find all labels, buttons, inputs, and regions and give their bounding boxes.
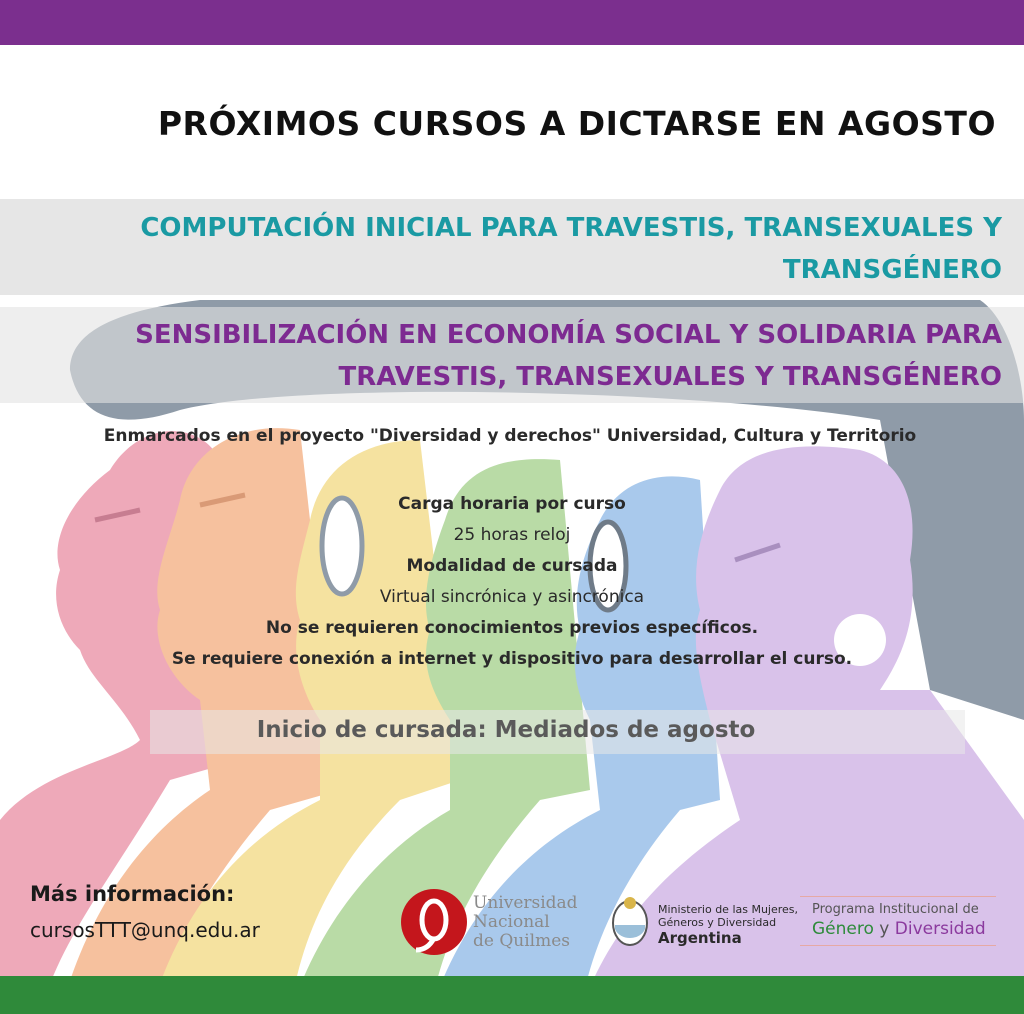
unq-line: de Quilmes [473,931,571,951]
program-word-diversidad: Diversidad [894,919,986,939]
mode-value: Virtual sincrónica y asincrónica [379,587,645,607]
course-title-2 [135,314,1002,398]
unq-logo-text [473,894,578,951]
project-framing: Enmarcados en el proyecto "Diversidad y derechos" Universidad, Cultura y Territorio [103,426,917,446]
requirement-internet: Se requiere conexión a internet y dispositivo para desarrollar el curso. [171,649,853,669]
unq-logo-icon [400,888,470,958]
ministry-line: Ministerio de las Mujeres, [658,903,799,916]
course-title-1 [140,207,1002,291]
course-title-1-line: TRANSGÉNERO [782,255,1002,285]
course-title-1-line: COMPUTACIÓN INICIAL PARA TRAVESTIS, TRANSEXUALES Y [140,213,1002,243]
argentina-coat-of-arms-icon [610,893,650,951]
ministry-logo-text [658,903,798,945]
unq-line: Nacional [473,912,550,932]
requirement-prior-knowledge: No se requieren conocimientos previos específicos. [265,618,759,638]
program-word-y: y [879,919,890,939]
bottom-color-bar [0,976,1024,1014]
contact-email[interactable]: cursosTTT@unq.edu.ar [30,918,260,942]
unq-line: Universidad [473,893,578,913]
hours-value: 25 horas reloj [453,525,571,545]
program-logo-line2 [812,919,986,939]
ministry-country: Argentina [658,929,742,947]
hours-label: Carga horaria por curso [398,494,626,514]
top-color-bar [0,0,1024,45]
program-logo-line1: Programa Institucional de [812,902,979,917]
poster-title: PRÓXIMOS CURSOS A DICTARSE EN AGOSTO [157,104,996,143]
program-word-genero: Género [812,919,874,939]
ministry-line: Géneros y Diversidad [658,916,777,929]
course-title-2-line: SENSIBILIZACIÓN EN ECONOMÍA SOCIAL Y SOLIDARIA PARA [135,320,1002,350]
course-title-2-line: TRAVESTIS, TRANSEXUALES Y TRANSGÉNERO [338,362,1002,392]
start-date: Inicio de cursada: Mediados de agosto [256,717,756,743]
mode-label: Modalidad de cursada [406,556,618,576]
more-info-label: Más información: [30,882,235,906]
